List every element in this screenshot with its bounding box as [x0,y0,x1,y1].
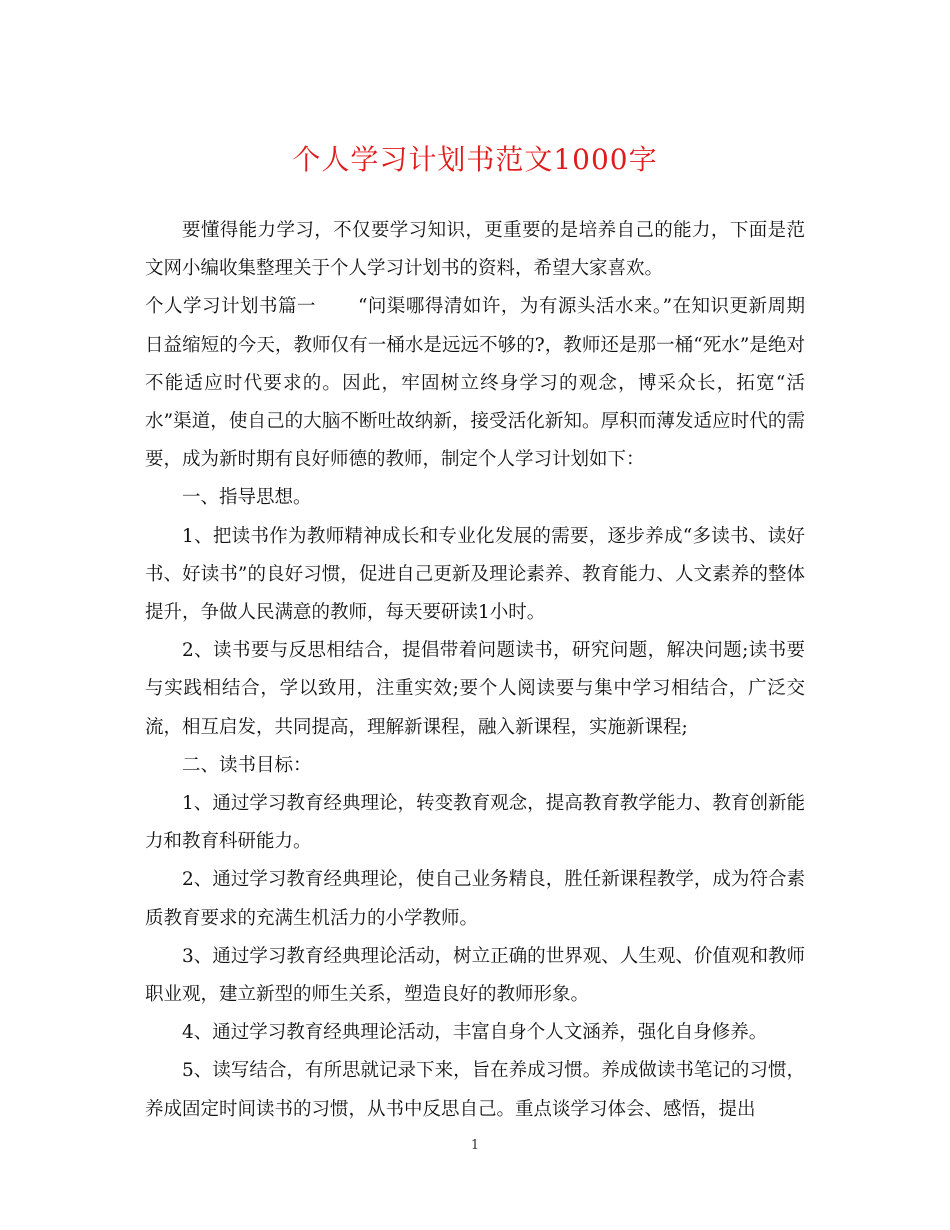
document-title: 个人学习计划书范文1000字 [292,143,658,176]
paragraph-item: 3、通过学习教育经典理论活动，树立正确的世界观、人生观、价值观和教师职业观，建立新型的师生关系，塑造良好的教师形象。 [145,945,805,1006]
paragraph-item: 1、通过学习教育经典理论，转变教育观念，提高教育教学能力、教育创新能力和教育科研能力。 [145,793,805,853]
paragraph-item: 2、通过学习教育经典理论，使自己业务精良，胜任新课程教学，成为符合素质教育要求的充满生机活力的小学教师。 [145,869,805,929]
heading-guiding-thought: 一、指导思想。 [182,487,312,509]
paragraph-item: 5、读写结合，有所思就记录下来，旨在养成习惯。养成做读书笔记的习惯，养成固定时间读书的习惯，从书中反思自己。重点谈学习体会、感悟，提出 [145,1060,805,1120]
document-body [145,212,805,1129]
section-text: “问渠哪得清如许，为有源头活水来。”在知识更新周期日益缩短的今天，教师仅有一桶水是远远不够的?，教师还是那一桶“死水”是绝对不能适应时代要求的。因此，牢固树立终身学习的观念，博采众长，拓宽“活水”渠道，使自己的大脑不断吐故纳新，接受活化新知。厚积而薄发适应时代的需要，成为新时期有良好师德的教师，制定个人学习计划如下： [145,296,805,471]
heading-reading-goals: 二、读书目标： [182,754,312,776]
section-paragraph [145,288,805,479]
page-number: 1 [470,1138,480,1153]
paragraph-item: 1、把读书作为教师精神成长和专业化发展的需要，逐步养成“多读书、读好书、好读书”的良好习惯，促进自己更新及理论素养、教育能力、人文素养的整体提升，争做人民满意的教师，每天要研读1小时。 [145,525,805,624]
section-label: 个人学习计划书篇一 [145,296,316,318]
paragraph-item: 4、通过学习教育经典理论活动，丰富自身个人文涵养，强化自身修养。 [182,1022,768,1044]
paragraph-item: 2、读书要与反思相结合，提倡带着问题读书，研究问题，解决问题;读书要与实践相结合，学以致用，注重实效;要个人阅读要与集中学习相结合，广泛交流，相互启发，共同提高，理解新课程，融入新课程，实施新课程; [145,640,805,738]
intro-paragraph: 要懂得能力学习，不仅要学习知识，更重要的是培养自己的能力，下面是范文网小编收集整理关于个人学习计划书的资料，希望大家喜欢。 [145,220,805,280]
